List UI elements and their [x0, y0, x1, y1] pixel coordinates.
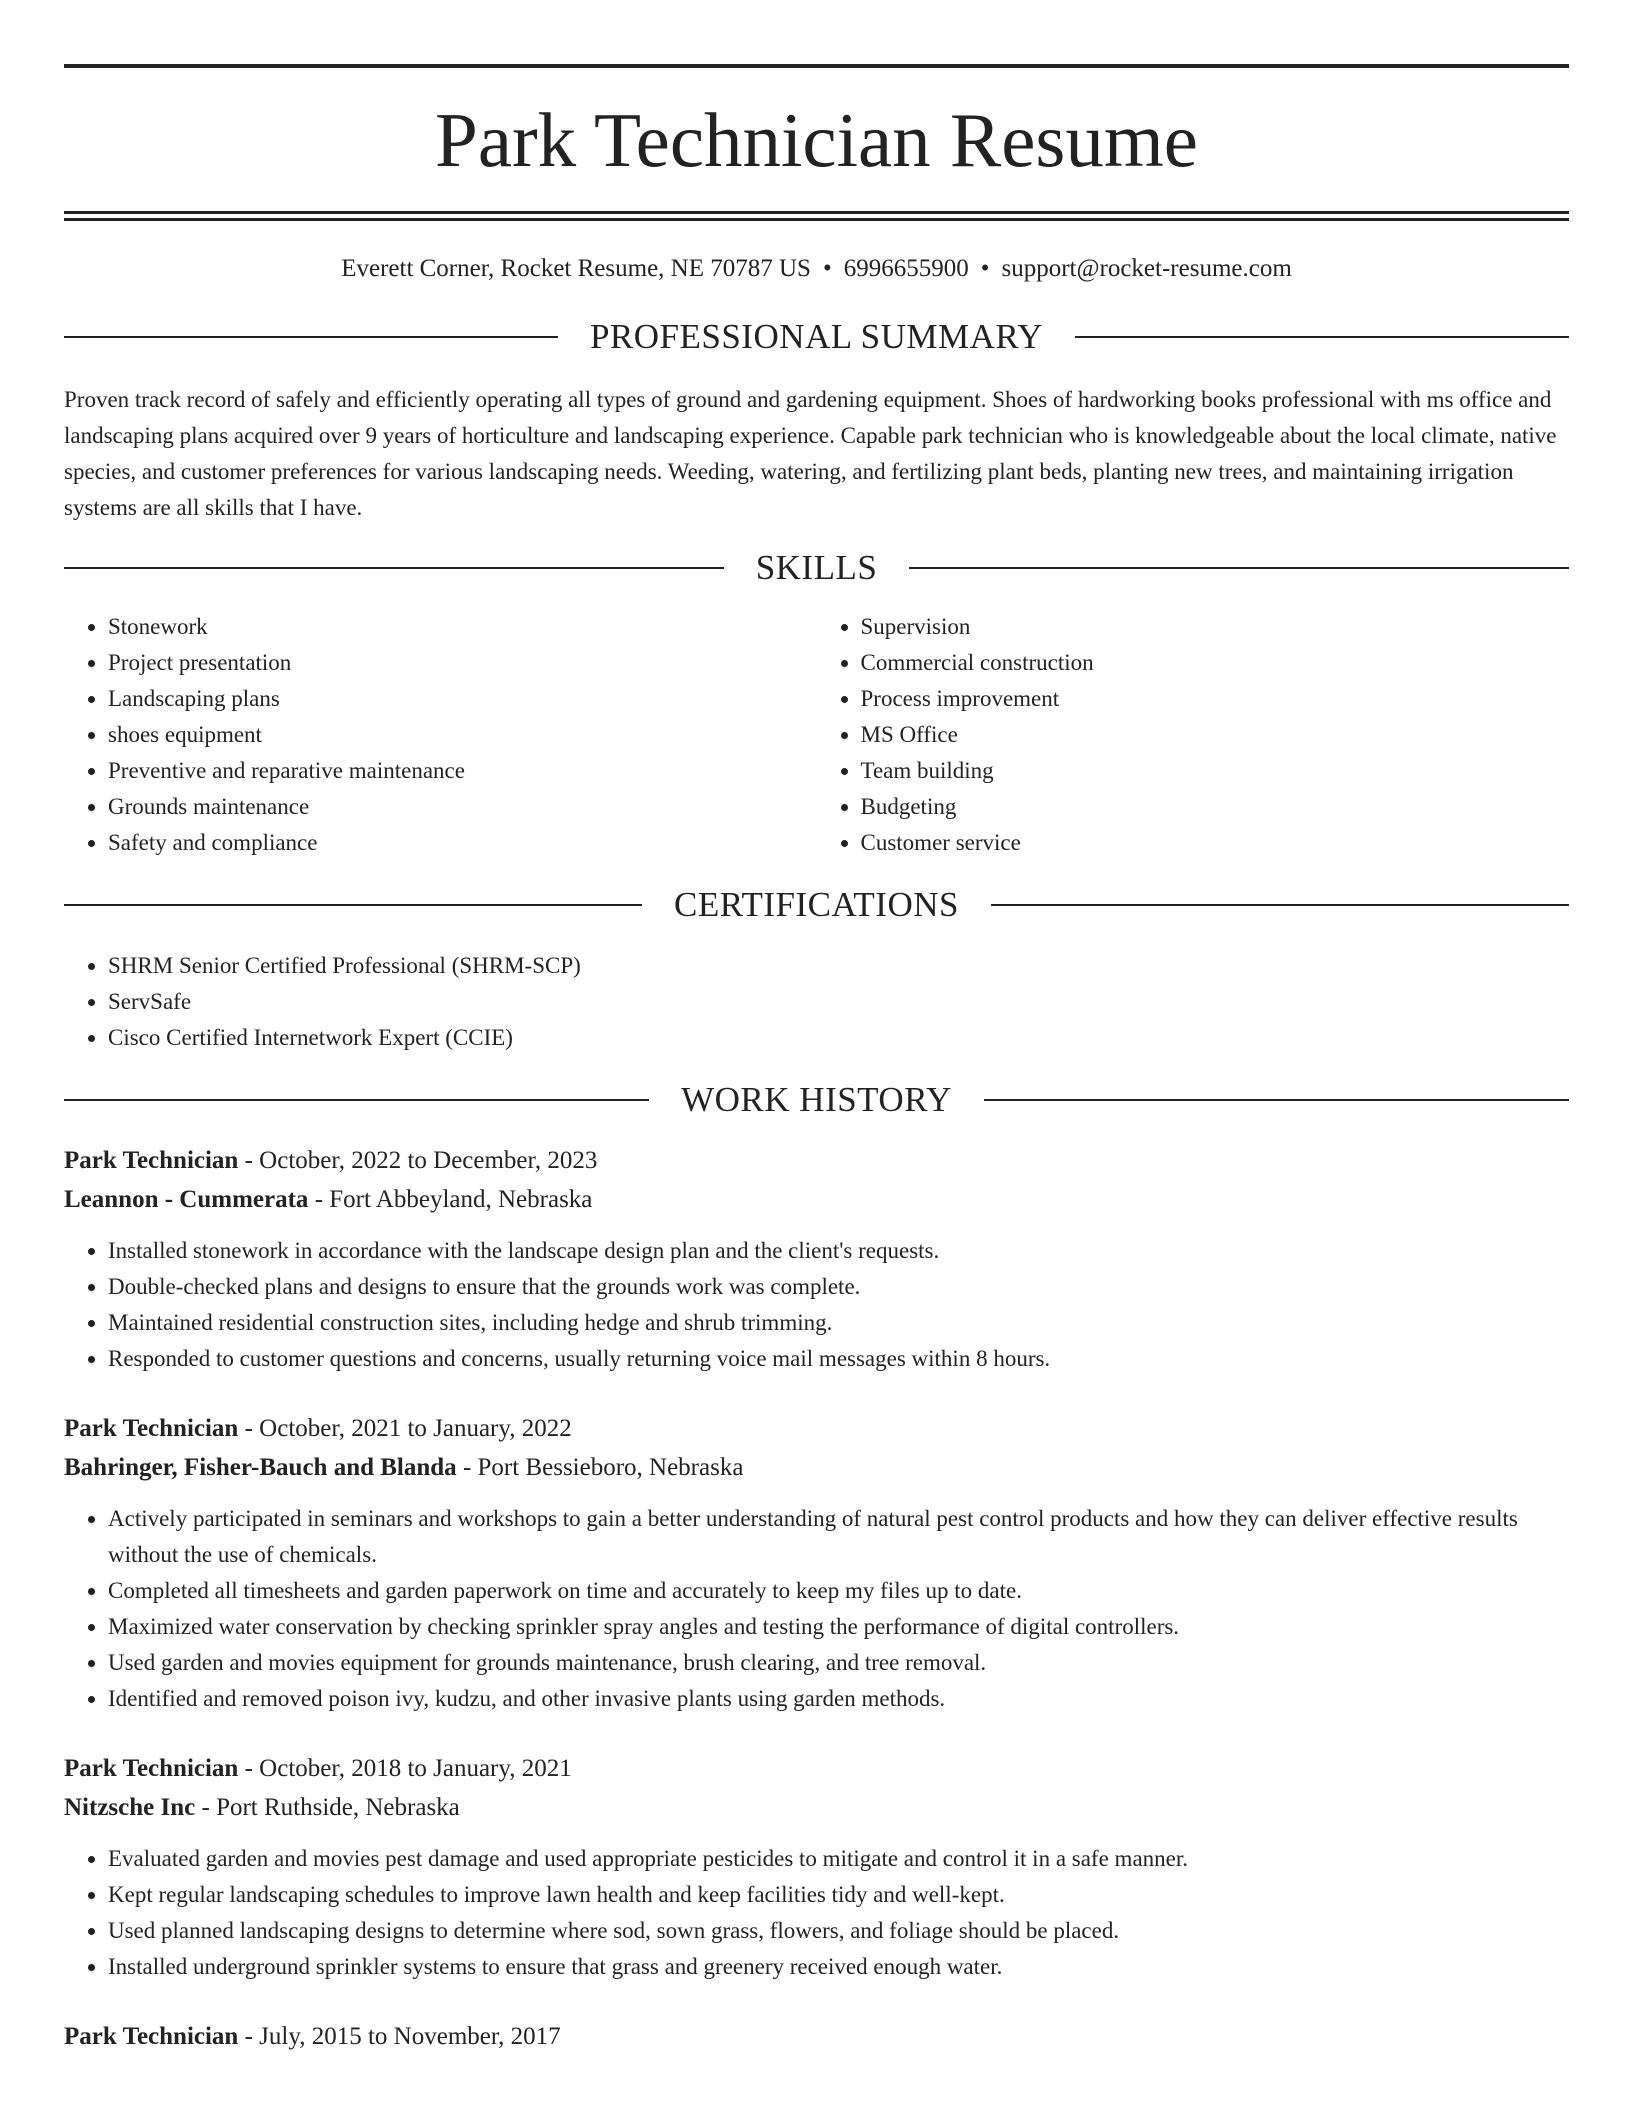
- skills-list-left: [64, 609, 817, 861]
- contact-line: [64, 256, 1569, 281]
- skill-item: • Team building: [861, 753, 1570, 789]
- job-company: Bahringer, Fisher-Bauch and Blanda: [64, 1454, 457, 1481]
- job-bullet: • Kept regular landscaping schedules to improve lawn health and keep facilities tidy and well-kept.: [108, 1877, 1569, 1913]
- certifications-list: [64, 948, 1569, 1056]
- job-title-line: [64, 1409, 1569, 1448]
- contact-separator: •: [822, 255, 832, 282]
- job-company-line: [64, 1180, 1569, 1219]
- skill-item: • Process improvement: [861, 681, 1570, 717]
- heading-rule: [64, 567, 724, 569]
- certification-item: • ServSafe: [108, 984, 1569, 1020]
- job-bullet: • Used garden and movies equipment for grounds maintenance, brush clearing, and tree removal.: [108, 1645, 1569, 1681]
- job-dates: October, 2021 to January, 2022: [259, 1415, 572, 1442]
- skill-item: • Landscaping plans: [108, 681, 817, 717]
- job-title-line: [64, 1749, 1569, 1788]
- contact-address: Everett Corner, Rocket Resume, NE 70787 US: [341, 255, 811, 282]
- skills-heading-text: SKILLS: [755, 548, 878, 587]
- job-dash: -: [195, 1794, 217, 1821]
- job-location: Fort Abbeyland, Nebraska: [329, 1186, 593, 1213]
- job-bullet: • Maximized water conservation by checking sprinkler spray angles and testing the performance of digital controllers.: [108, 1609, 1569, 1645]
- heading-rule: [64, 1099, 649, 1101]
- job-title: Park Technician: [64, 2023, 239, 2050]
- job-bullet: • Identified and removed poison ivy, kudzu, and other invasive plants using garden methods.: [108, 1681, 1569, 1717]
- skill-item: • Preventive and reparative maintenance: [108, 753, 817, 789]
- job-dash: -: [238, 1415, 260, 1442]
- job-bullet: • Actively participated in seminars and workshops to gain a better understanding of natural pest control products and how they can deliver effective results without the use of chemicals.: [108, 1501, 1569, 1573]
- work-history-heading-text: WORK HISTORY: [681, 1080, 952, 1119]
- job-bullet: • Installed underground sprinkler systems to ensure that grass and greenery received enough water.: [108, 1949, 1569, 1985]
- job-bullet: • Double-checked plans and designs to ensure that the grounds work was complete.: [108, 1269, 1569, 1305]
- title-double-rule: [64, 211, 1569, 214]
- contact-phone: 6996655900: [843, 255, 969, 282]
- certification-item: • SHRM Senior Certified Professional (SHRM-SCP): [108, 948, 1569, 984]
- certification-item: • Cisco Certified Internetwork Expert (CCIE): [108, 1020, 1569, 1056]
- summary-heading: [64, 319, 1569, 354]
- skill-item: • Supervision: [861, 609, 1570, 645]
- top-rule: [64, 64, 1569, 68]
- job-title: Park Technician: [64, 1147, 239, 1174]
- certifications-heading-text: CERTIFICATIONS: [674, 885, 959, 924]
- heading-rule: [984, 1099, 1569, 1101]
- job-entry: [64, 1749, 1569, 1985]
- job-bullet: • Installed stonework in accordance with the landscape design plan and the client's requests.: [108, 1233, 1569, 1269]
- job-dash: -: [238, 1147, 260, 1174]
- job-entry: [64, 2017, 1569, 2056]
- job-bullets: [64, 1501, 1569, 1717]
- heading-rule: [64, 904, 642, 906]
- job-dates: October, 2022 to December, 2023: [259, 1147, 598, 1174]
- job-dash: -: [238, 1755, 260, 1782]
- job-title-line: [64, 1141, 1569, 1180]
- job-bullet: • Used planned landscaping designs to determine where sod, sown grass, flowers, and foliage should be placed.: [108, 1913, 1569, 1949]
- skill-item: • Commercial construction: [861, 645, 1570, 681]
- job-dash: -: [456, 1454, 478, 1481]
- job-bullet: • Completed all timesheets and garden paperwork on time and accurately to keep my files up to date.: [108, 1573, 1569, 1609]
- work-history-heading: [64, 1082, 1569, 1117]
- job-entry: [64, 1409, 1569, 1717]
- job-dash: -: [308, 1186, 330, 1213]
- job-company: Leannon - Cummerata: [64, 1186, 309, 1213]
- job-title: Park Technician: [64, 1415, 239, 1442]
- job-company: Nitzsche Inc: [64, 1794, 196, 1821]
- heading-rule: [909, 567, 1569, 569]
- summary-heading-text: PROFESSIONAL SUMMARY: [589, 317, 1044, 356]
- job-bullet: • Evaluated garden and movies pest damage and used appropriate pesticides to mitigate and control it in a safe manner.: [108, 1841, 1569, 1877]
- resume-title: Park Technician Resume: [435, 97, 1198, 183]
- skill-item: • Safety and compliance: [108, 825, 817, 861]
- skills-columns: [64, 609, 1569, 861]
- skills-list-right: [817, 609, 1570, 861]
- job-bullet: • Maintained residential construction sites, including hedge and shrub trimming.: [108, 1305, 1569, 1341]
- job-dates: July, 2015 to November, 2017: [259, 2023, 561, 2050]
- skill-item: • Stonework: [108, 609, 817, 645]
- job-title-line: [64, 2017, 1569, 2056]
- heading-rule: [64, 336, 558, 338]
- skill-item: • Customer service: [861, 825, 1570, 861]
- skills-heading: [64, 550, 1569, 585]
- job-company-line: [64, 1788, 1569, 1827]
- job-bullet: • Responded to customer questions and concerns, usually returning voice mail messages within 8 hours.: [108, 1341, 1569, 1377]
- contact-separator: •: [980, 255, 990, 282]
- job-location: Port Bessieboro, Nebraska: [477, 1454, 744, 1481]
- job-company-line: [64, 1448, 1569, 1487]
- summary-text: Proven track record of safely and efficiently operating all types of ground and gardening equipment. Shoes of hardworking books professional with ms office and landscaping plans acquired over 9 years of horticulture and landscaping experience. Capable park technician who is knowledgeable about the local climate, native species, and customer preferences for various landscaping needs. Weeding, watering, and fertilizing plant beds, planting new trees, and maintaining irrigation systems are all skills that I have.: [64, 387, 1557, 520]
- heading-rule: [991, 904, 1569, 906]
- job-title: Park Technician: [64, 1755, 239, 1782]
- job-dash: -: [238, 2023, 260, 2050]
- skill-item: • Budgeting: [861, 789, 1570, 825]
- job-bullets: [64, 1841, 1569, 1985]
- skill-item: • Project presentation: [108, 645, 817, 681]
- certifications-heading: [64, 887, 1569, 922]
- job-bullets: [64, 1233, 1569, 1377]
- job-entry: [64, 1141, 1569, 1377]
- skill-item: • Grounds maintenance: [108, 789, 817, 825]
- heading-rule: [1075, 336, 1569, 338]
- resume-page: [64, 64, 1569, 2056]
- skill-item: • shoes equipment: [108, 717, 817, 753]
- job-dates: October, 2018 to January, 2021: [259, 1755, 572, 1782]
- job-location: Port Ruthside, Nebraska: [216, 1794, 460, 1821]
- skill-item: • MS Office: [861, 717, 1570, 753]
- contact-email: support@rocket-resume.com: [1001, 255, 1292, 282]
